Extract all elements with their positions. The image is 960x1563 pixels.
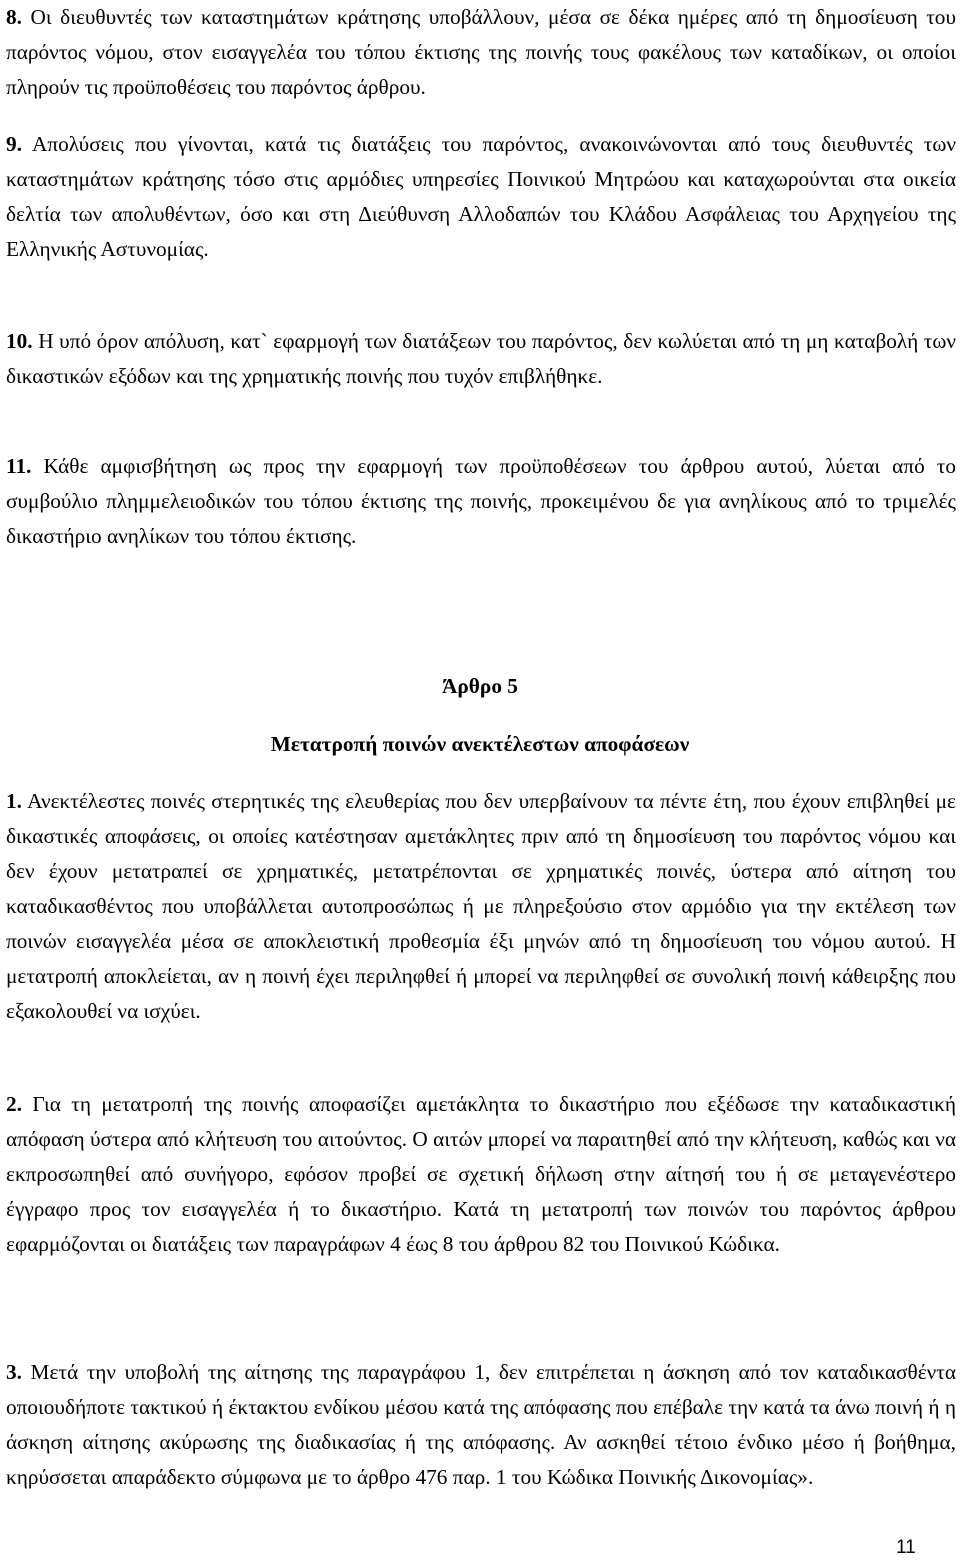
paragraph-text: Για τη μετατροπή της ποινής αποφασίζει αμετάκλητα το δικαστήριο που εξέδωσε την καταδικαστική απόφαση ύστερα από κλήτευση του αιτούντος. Ο αιτών μπορεί να παραιτηθεί από την κλήτευση, καθώς και να εκπροσωπηθεί από συνήγορο, εφόσον προβεί σε σχετική δήλωση στην αίτησή του ή σε μεταγενέστερο έγγραφο προς τον εισαγγελέα ή το δικαστήριο. Κατά τη μετατροπή των ποινών του παρόντος άρθρου εφαρμόζονται οι διατάξεις των παραγράφων 4 έως 8 του άρθρου 82 του Ποινικού Κώδικα. xyxy=(6,1092,956,1256)
paragraph-text: Η υπό όρον απόλυση, κατ` εφαρμογή των διατάξεων του παρόντος, δεν κωλύεται από τη μη καταβολή των δικαστικών εξόδων και της χρηματικής ποινής που τυχόν επιβλήθηκε. xyxy=(6,329,956,388)
paragraph-number: 10. xyxy=(6,329,33,353)
paragraph-number: 2. xyxy=(6,1092,22,1116)
paragraph-number: 8. xyxy=(6,5,22,29)
page-number: 11 xyxy=(896,1537,916,1558)
paragraph-text: Κάθε αμφισβήτηση ως προς την εφαρμογή των προϋποθέσεων του άρθρου αυτού, λύεται από το συμβούλιο πλημμελειοδικών του τόπου έκτισης της ποινής, προκειμένου δε για ανηλίκους από το τριμελές δικαστήριο ανηλίκων του τόπου έκτισης. xyxy=(6,454,956,548)
paragraph-11 xyxy=(6,449,956,554)
paragraph-text: Απολύσεις που γίνονται, κατά τις διατάξεις του παρόντος, ανακοινώνονται από τους διευθυντές των καταστημάτων κράτησης τόσο στις αρμόδιες υπηρεσίες Ποινικού Μητρώου και καταχωρούνται στα οικεία δελτία των απολυθέντων, όσο και στη Διεύθυνση Αλλοδαπών του Κλάδου Ασφάλειας του Αρχηγείου της Ελληνικής Αστυνομίας. xyxy=(6,132,956,261)
paragraph-number: 9. xyxy=(6,132,22,156)
article-paragraph-2 xyxy=(6,1087,956,1262)
article-paragraph-3 xyxy=(6,1355,956,1495)
paragraph-number: 1. xyxy=(6,789,22,813)
article-subtitle: Μετατροπή ποινών ανεκτέλεστων αποφάσεων xyxy=(270,732,690,756)
article-title: Άρθρο 5 xyxy=(442,674,518,698)
paragraph-number: 3. xyxy=(6,1360,22,1384)
paragraph-8 xyxy=(6,0,956,105)
paragraph-10 xyxy=(6,324,956,394)
paragraph-text: Ανεκτέλεστες ποινές στερητικές της ελευθερίας που δεν υπερβαίνουν τα πέντε έτη, που έχουν επιβληθεί με δικαστικές αποφάσεις, οι οποίες κατέστησαν αμετάκλητες πριν από τη δημοσίευση του παρόντος νόμου και δεν έχουν μετατραπεί σε χρηματικές, μετατρέπονται σε χρηματικές ποινές, ύστερα από αίτηση του καταδικασθέντος που υποβάλλεται αυτοπροσώπως ή με πληρεξούσιο στον αρμόδιο για την εκτέλεση των ποινών εισαγγελέα μέσα σε αποκλειστική προθεσμία έξι μηνών από τη δημοσίευση του νόμου αυτού. Η μετατροπή αποκλείεται, αν η ποινή έχει περιληφθεί ή μπορεί να περιληφθεί σε συνολική ποινή κάθειρξης που εξακολουθεί να ισχύει. xyxy=(6,789,956,1023)
paragraph-text: Οι διευθυντές των καταστημάτων κράτησης υποβάλλουν, μέσα σε δέκα ημέρες από τη δημοσίευση του παρόντος νόμου, στον εισαγγελέα του τόπου έκτισης της ποινής τους φακέλους των καταδίκων, οι οποίοι πληρούν τις προϋποθέσεις του παρόντος άρθρου. xyxy=(6,5,956,99)
paragraph-9 xyxy=(6,127,956,267)
article-paragraph-1 xyxy=(6,784,956,1029)
paragraph-text: Μετά την υποβολή της αίτησης της παραγράφου 1, δεν επιτρέπεται η άσκηση από τον καταδικασθέντα οποιουδήποτε τακτικού ή έκτακτου ενδίκου μέσου κατά της απόφασης που επέβαλε την κατά τα άνω ποινή ή η άσκηση αίτησης ακύρωσης της διαδικασίας ή της απόφασης. Αν ασκηθεί τέτοιο ένδικο μέσο ή βοήθημα, κηρύσσεται απαράδεκτο σύμφωνα με το άρθρο 476 παρ. 1 του Κώδικα Ποινικής Δικονομίας». xyxy=(6,1360,956,1489)
paragraph-number: 11. xyxy=(6,454,32,478)
